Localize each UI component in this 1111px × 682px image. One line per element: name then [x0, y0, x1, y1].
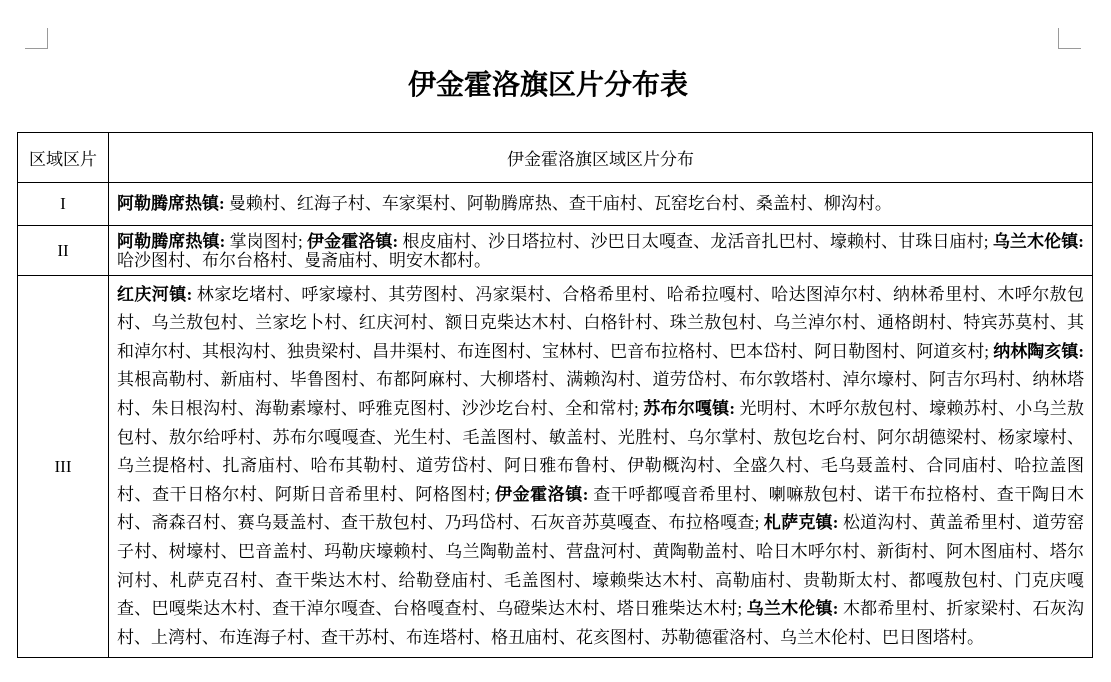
town-name: 纳林陶亥镇:: [993, 341, 1084, 361]
distribution-cell: [109, 226, 1093, 276]
district-distribution-table: [17, 132, 1093, 658]
margin-corner-mark-top-right: [1058, 28, 1081, 49]
village-list: 木都希里村、折家梁村、石灰沟村、上湾村、布连海子村、查干苏村、布连塔村、格丑庙村、花亥图村、苏勒德霍洛村、乌兰木伦村、巴日图塔村。: [117, 599, 1084, 647]
town-name: 乌兰木伦镇:: [992, 231, 1084, 251]
village-list: 哈沙图村、布尔台格村、曼斋庙村、明安木都村。: [117, 250, 491, 270]
village-list: 根皮庙村、沙日塔拉村、沙巴日太嘎查、龙活音扎巴村、壕赖村、甘珠日庙村;: [398, 231, 993, 251]
town-name: 乌兰木伦镇:: [746, 599, 839, 619]
village-list: 其根高勒村、新庙村、毕鲁图村、布都阿麻村、大柳塔村、满赖沟村、道劳岱村、布尔敦塔村、淖尔壕村、阿吉尔玛村、纳林塔村、朱日根沟村、海勒素壕村、呼雅克图村、沙沙圪台村、全和常村;: [117, 370, 1084, 419]
distribution-cell: [109, 276, 1093, 658]
document-title: 伊金霍洛旗区片分布表: [407, 68, 688, 101]
zone-cell: II: [18, 226, 109, 276]
town-name: 阿勒腾席热镇:: [117, 231, 226, 251]
header-distribution-cell: 伊金霍洛旗区域区片分布: [109, 133, 1093, 183]
table-row: [18, 183, 1093, 226]
town-name: 伊金霍洛镇:: [495, 484, 589, 504]
town-name: 红庆河镇:: [117, 284, 193, 304]
town-name: 苏布尔嘎镇:: [643, 399, 736, 419]
village-list: 掌岗图村;: [225, 231, 308, 251]
table-row: [18, 276, 1093, 658]
header-zone-cell: 区域区片: [18, 133, 109, 183]
zone-cell: III: [18, 276, 109, 658]
town-name: 札萨克镇:: [763, 513, 839, 533]
margin-corner-mark-top-left: [25, 28, 48, 49]
table-row: [18, 226, 1093, 276]
village-list: 曼赖村、红海子村、车家渠村、阿勒腾席热、查干庙村、瓦窑圪台村、桑盖村、柳沟村。: [224, 194, 892, 213]
town-name: 阿勒腾席热镇:: [117, 194, 225, 213]
town-name: 伊金霍洛镇:: [307, 231, 399, 251]
distribution-cell: [109, 183, 1093, 226]
village-list: 查干呼都嘎音希里村、喇嘛敖包村、诺干布拉格村、查干陶日木村、斋森召村、赛乌聂盖村、查干敖包村、乃玛岱村、石灰音苏莫嘎查、布拉格嘎查;: [117, 484, 1084, 533]
village-list: 松道沟村、黄盖希里村、道劳窑子村、树壕村、巴音盖村、玛勒庆壕赖村、乌兰陶勒盖村、营盘河村、黄陶勒盖村、哈日木呼尔村、新街村、阿木图庙村、塔尔河村、札萨克召村、查干柴达木村、给勒登庙村、毛盖图村、壕赖柴达木村、高勒庙村、贵勒斯太村、都嘎敖包村、门克庆嘎查、巴嘎柴达木村、查干淖尔嘎查、台格嘎查村、乌磴柴达木村、塔日雅柴达木村;: [117, 513, 1084, 619]
zone-cell: I: [18, 183, 109, 226]
village-list: 林家圪堵村、呼家壕村、其劳图村、冯家渠村、合格希里村、哈希拉嘎村、哈达图淖尔村、纳林希里村、木呼尔敖包村、乌兰敖包村、兰家圪卜村、红庆河村、额日克柴达木村、白格针村、珠兰敖包村、乌兰淖尔村、通格朗村、特宾苏莫村、其和淖尔村、其根沟村、独贵梁村、昌井渠村、布连图村、宝林村、巴音布拉格村、巴本岱村、阿日勒图村、阿道亥村;: [117, 284, 1085, 361]
village-list: 光明村、木呼尔敖包村、壕赖苏村、小乌兰敖包村、敖尔给呼村、苏布尔嘎嘎查、光生村、毛盖图村、敏盖村、光胜村、乌尔掌村、敖包圪台村、阿尔胡德梁村、杨家壕村、乌兰提格村、扎斋庙村、哈布其勒村、道劳岱村、阿日雅布鲁村、伊勒概沟村、全盛久村、毛乌聂盖村、合同庙村、哈拉盖图村、查干日格尔村、阿斯日音希里村、阿格图村;: [117, 399, 1085, 504]
table-header-row: [18, 133, 1093, 183]
